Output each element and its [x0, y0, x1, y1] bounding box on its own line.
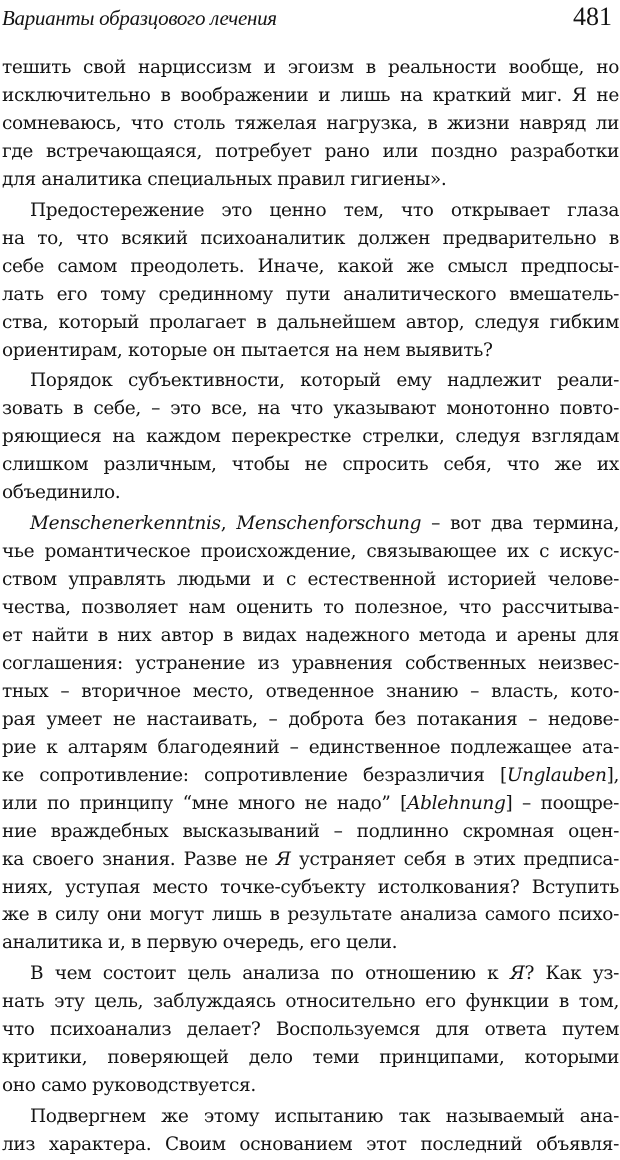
- text-line: тных – вторичное место, отведенное знанию – власть, кото-: [2, 680, 619, 702]
- text-line: на то, что всякий психоаналитик должен предварительно в: [2, 227, 619, 249]
- text-line: слишком различным, чтобы не спросить себя, что же их: [2, 454, 619, 476]
- text-line: критики, поверяющей дело теми принципами, которыми: [2, 1047, 619, 1069]
- text-line: где встречающаяся, потребует рано или поздно разработки: [2, 140, 619, 162]
- text-line: нать эту цель, заблуждаясь относительно его функции в том,: [2, 991, 619, 1013]
- text-line: ством управлять людьми и с естественной историей челове-: [2, 569, 619, 591]
- text-line: ка своего знания. Разве не Я устраняет себя в этих предписа-: [2, 848, 619, 870]
- text-line: для аналитика специальных правил гигиены».: [2, 168, 447, 190]
- text-line: зовать в себе, – это все, на что указывают монотонно повто-: [2, 398, 619, 420]
- text-line: ние враждебных высказываний – подлинно скромная оцен-: [2, 820, 619, 842]
- page-number: 481: [573, 2, 612, 31]
- text-line: рая умеет не настаивать, – доброта без потакания – недове-: [2, 708, 619, 730]
- paragraph-first-line: Подвергнем же этому испытанию так называемый ана-: [30, 1106, 619, 1128]
- text-line: соглашения: устранение из уравнения собственных неизвес-: [2, 652, 619, 674]
- text-line: лиз характера. Своим основанием этот последний объявля-: [2, 1134, 619, 1155]
- paragraph-first-line: Порядок субъективности, который ему надлежит реали-: [30, 370, 619, 392]
- running-head: Варианты образцового лечения: [2, 6, 277, 30]
- page-header: [2, 0, 612, 40]
- text-line: сомневаюсь, что столь тяжелая нагрузка, в жизни навряд ли: [2, 112, 619, 134]
- text-line: что психоанализ делает? Воспользуемся для ответа путем: [2, 1019, 619, 1041]
- text-line: ориентирам, которые он пытается на нем выявить?: [2, 339, 493, 361]
- text-line: чье романтическое происхождение, связывающее их с искус-: [2, 541, 619, 563]
- text-line: ства, который пролагает в дальнейшем автор, следуя гибким: [2, 311, 619, 333]
- text-line: объединило.: [2, 482, 121, 504]
- paragraph-first-line: Предостережение это ценно тем, что открывает глаза: [30, 199, 619, 221]
- text-line: же в силу они могут лишь в результате анализа самого психо-: [2, 904, 619, 926]
- text-line: ке сопротивление: сопротивление безразличия [Unglauben],: [2, 764, 619, 786]
- text-line: себе самом преодолеть. Иначе, какой же смысл предпосы-: [2, 255, 619, 277]
- text-line: ряющиеся на каждом перекрестке стрелки, следуя взглядам: [2, 426, 619, 448]
- text-line: исключительно в воображении и лишь на краткий миг. Я не: [2, 84, 619, 106]
- text-line: тешить свой нарциссизм и эгоизм в реальности вообще, но: [2, 57, 619, 78]
- paragraph-first-line: Menschenerkenntnis, Menschenforschung – вот два термина,: [30, 513, 620, 535]
- text-line: ниях, уступая место точке-субъекту истолкования? Вступить: [2, 876, 619, 898]
- text-line: рие к алтарям благодеяний – единственное подлежащее ата-: [2, 736, 619, 758]
- text-line: или по принципу “мне много не надо” [Ablehnung] – поощре-: [2, 792, 620, 814]
- text-line: лать его тому срединному пути аналитического вмешатель-: [2, 283, 619, 305]
- text-line: аналитика и, в первую очередь, его цели.: [2, 932, 398, 954]
- text-line: ет найти в них автор в видах надежного метода и арены для: [2, 624, 619, 646]
- text-line: чества, позволяет нам оценить то полезное, что рассчитыва-: [2, 597, 619, 618]
- text-line: оно само руководствуется.: [2, 1075, 256, 1097]
- paragraph-first-line: В чем состоит цель анализа по отношению к Я? Как уз-: [30, 963, 619, 985]
